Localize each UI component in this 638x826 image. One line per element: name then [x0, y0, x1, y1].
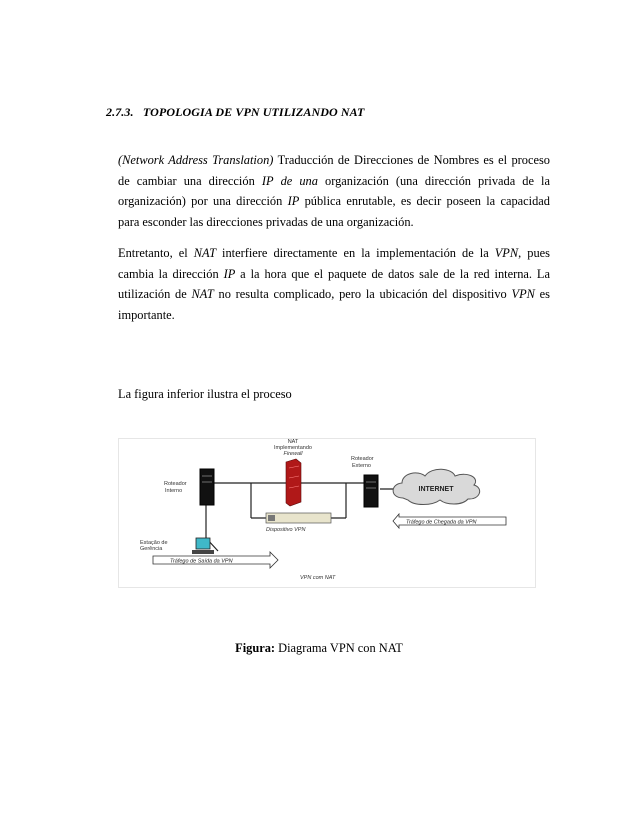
p2-line-1 [118, 243, 550, 264]
paragraph-figure-intro: La figura inferior ilustra el proceso [118, 387, 292, 401]
estacao-monitor-icon [196, 538, 210, 549]
roteador-interno-icon [200, 469, 214, 505]
paragraph-nat-vpn [118, 243, 550, 326]
dispositivo-vpn-icon [266, 513, 331, 523]
roteador-externo-label-2: Externo [352, 463, 371, 469]
p2-line-4: importante. [118, 308, 175, 323]
p1-line-3 [118, 191, 550, 212]
p1-text-2c: organización (una dirección privada de la [317, 173, 550, 188]
p2-text-3a: utilización de [118, 287, 192, 302]
caption-text: Diagrama VPN con NAT [275, 641, 403, 655]
p1-line-2 [118, 171, 550, 192]
diagram-svg [118, 438, 536, 588]
estacao-keyboard-icon [192, 550, 214, 554]
estacao-label-1: Estação de [140, 540, 168, 546]
paragraph-nat-definition [118, 150, 550, 233]
internet-label: INTERNET [418, 486, 454, 493]
p2-text-1a: Entretanto, el [118, 246, 194, 260]
roteador-interno-label-1: Roteador [164, 481, 187, 487]
roteador-externo-icon [364, 475, 378, 507]
roteador-interno-label-2: Interno [165, 488, 183, 494]
p2-text-3c: es [534, 287, 550, 302]
ip-term: IP [287, 194, 300, 209]
section-title: TOPOLOGIA DE VPN UTILIZANDO NAT [142, 105, 365, 119]
vpn-term: VPN [511, 287, 535, 302]
p1-text-3a: organización) por una dirección [118, 194, 288, 209]
p2-text-2b: a la hora que el paquete de datos sale de la red interna. La [235, 266, 551, 281]
trafego-saida-label: Tráfego de Saída da VPN [170, 558, 233, 565]
p2-text-1b: interfiere directamente en la implementación de la [215, 246, 495, 260]
nat-label-2: Implementando [274, 445, 312, 451]
p1-text-1: Traducción de Direcciones de Nombres es el proceso [273, 153, 550, 167]
nat-label-3: Firewall [283, 451, 303, 457]
figure-caption [0, 641, 638, 656]
nat-term: (Network Address Translation) [118, 153, 274, 167]
p2-line-3 [118, 284, 550, 305]
section-heading [106, 105, 364, 120]
dispositivo-vpn-detail [268, 515, 275, 521]
p2-text-3b: no resulta complicado, pero la ubicación del dispositivo [213, 287, 512, 302]
caption-label: Figura: [235, 641, 276, 655]
vpn-com-nat-label: VPN com NAT [300, 575, 336, 581]
p1-space [274, 174, 281, 188]
roteador-externo-label-1: Roteador [351, 456, 374, 462]
de-una-term: de una [280, 173, 318, 188]
p1-line-1 [118, 150, 550, 171]
ip-term: IP [261, 173, 274, 188]
dispositivo-vpn-label: Dispositivo VPN [266, 527, 306, 533]
nat-label-1: NAT [287, 439, 299, 445]
trafego-chegada-label: Tráfego de Chegada da VPN [406, 519, 477, 526]
ip-term: IP [223, 266, 236, 281]
p1-text-3b: pública enrutable, es decir poseen la capacidad [299, 194, 550, 209]
nat-term: NAT [191, 287, 214, 302]
p1-text-2a: de cambiar una dirección [118, 173, 262, 188]
nat-term: NAT [193, 246, 216, 260]
p2-line-2 [118, 264, 550, 285]
vpn-nat-diagram [118, 438, 536, 588]
vpn-term: VPN [494, 246, 519, 260]
p2-text-1c: , pues [518, 246, 550, 260]
p1-line-4: para esconder las direcciones privadas de una organización. [118, 215, 414, 230]
p2-text-2a: cambia la dirección [118, 266, 224, 281]
section-number: 2.7.3. [106, 105, 134, 119]
estacao-label-2: Gerência [140, 546, 163, 552]
